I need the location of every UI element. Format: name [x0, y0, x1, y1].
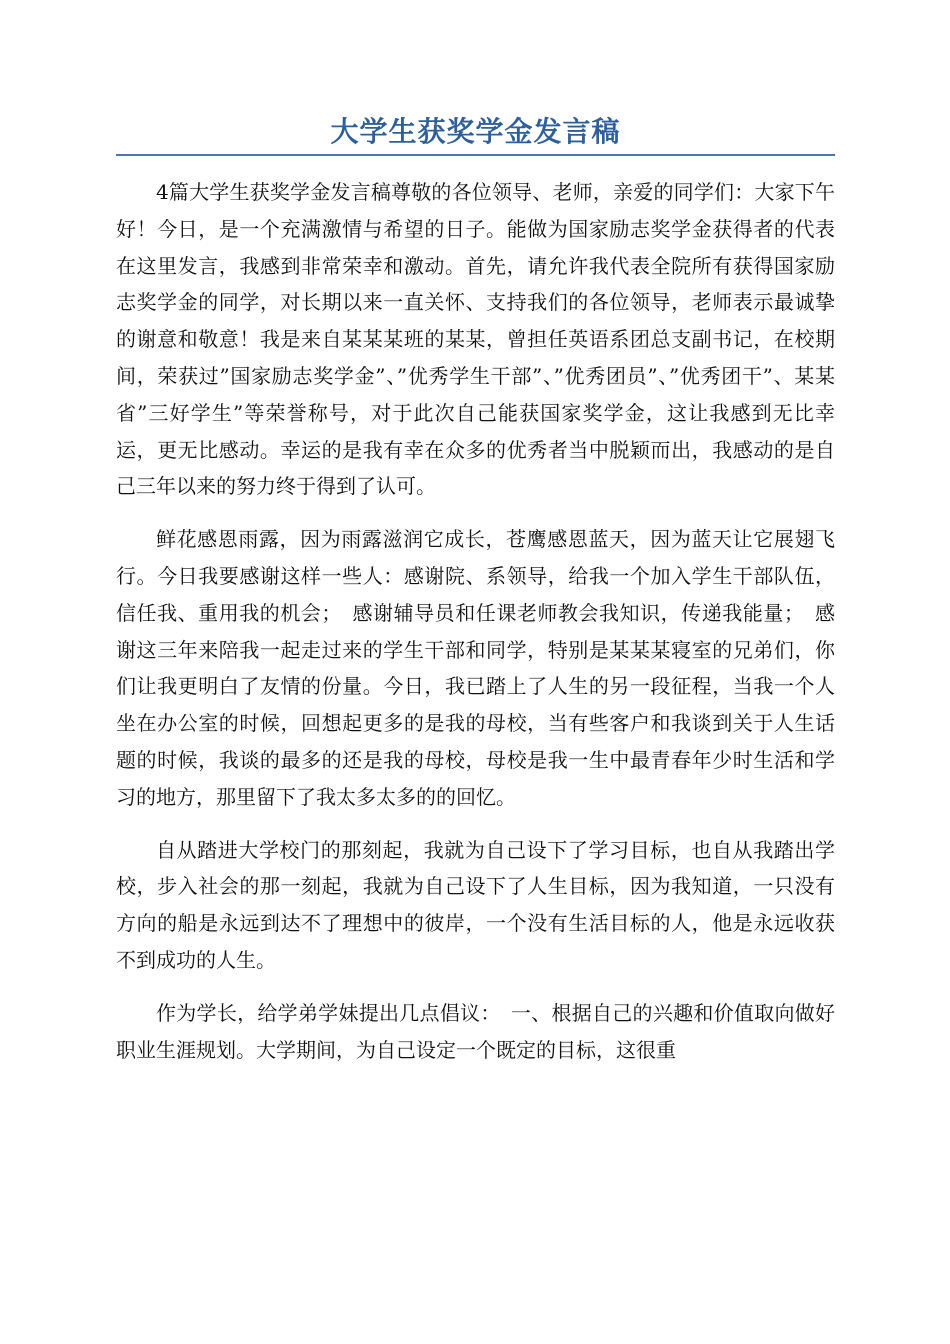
paragraph-2: 鲜花感恩雨露，因为雨露滋润它成长，苍鹰感恩蓝天，因为蓝天让它展翅飞行。今日我要感谢这样一些人：感谢院、系领导，给我一个加入学生干部队伍，信任我、重用我的机会； 感谢辅导员和任课老师教会我知识，传递我能量； 感谢这三年来陪我一起走过来的学生干部和同学，特别是某某某寝室的兄弟们，你们让我更明白了友情的份量。今日，我已踏上了人生的另一段征程，当我一个人坐在办公室的时候，回想起更多的是我的母校，当有些客户和我谈到关于人生话题的时候，我谈的最多的还是我的母校，母校是我一生中最青春年少时生活和学习的地方，那里留下了我太多太多的的回忆。	[116, 527, 835, 809]
document-title: 大学生获奖学金发言稿	[330, 115, 621, 148]
document-body	[116, 174, 835, 1068]
title-divider	[116, 154, 835, 156]
paragraph-4: 作为学长，给学弟学妹提出几点倡议： 一、根据自己的兴趣和价值取向做好职业生涯规划。大学期间，为自己设定一个既定的目标，这很重	[116, 1000, 835, 1062]
document-content	[116, 112, 835, 1084]
paragraph-3: 自从踏进大学校门的那刻起，我就为自己设下了学习目标，也自从我踏出学校，步入社会的那一刻起，我就为自己设下了人生目标，因为我知道，一只没有方向的船是永远到达不了理想中的彼岸，一个没有生活目标的人，他是永远收获不到成功的人生。	[116, 837, 835, 972]
paragraph-1: 4篇大学生获奖学金发言稿尊敬的各位领导、老师，亲爱的同学们：大家下午好！今日，是一个充满激情与希望的日子。能做为国家励志奖学金获得者的代表在这里发言，我感到非常荣幸和激动。首先，请允许我代表全院所有获得国家励志奖学金的同学，对长期以来一直关怀、支持我们的各位领导，老师表示最诚挚的谢意和敬意！我是来自某某某班的某某，曾担任英语系团总支副书记，在校期间，荣获过”国家励志奖学金”、”优秀学生干部”、”优秀团员”、”优秀团干”、某某省”三好学生”等荣誉称号，对于此次自己能获国家奖学金，这让我感到无比幸运，更无比感动。幸运的是我有幸在众多的优秀者当中脱颖而出，我感动的是自己三年以来的努力终于得到了认可。	[116, 180, 835, 499]
